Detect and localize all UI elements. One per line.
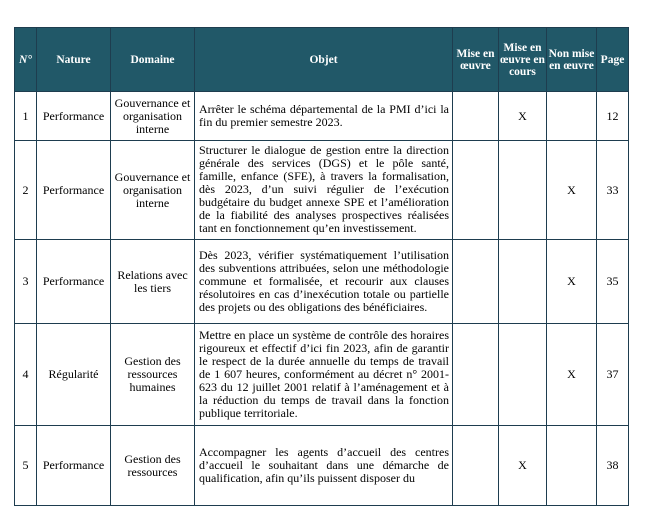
row-page: 38 — [597, 426, 629, 506]
row-mise-en-oeuvre — [453, 240, 499, 324]
row-non-mise: X — [547, 141, 597, 240]
row-en-cours — [499, 240, 547, 324]
row-non-mise: X — [547, 240, 597, 324]
header-page: Page — [597, 28, 629, 92]
row-number: 4 — [15, 324, 37, 426]
row-objet: Structurer le dialogue de gestion entre la direction générale des services (DGS) et le pôle santé, famille, enfance (SFE), à travers la formalisation, dès 2023, d’un suivi régulier de l’exécution budgétaire du budget annexe SPE et l’amélioration de la fiabilité des analyses prospectives réalisées tant en fonctionnement qu’en investissement. — [195, 141, 453, 240]
table-row — [15, 141, 629, 240]
row-en-cours: X — [499, 92, 547, 141]
row-mise-en-oeuvre — [453, 141, 499, 240]
header-row — [15, 28, 629, 92]
row-domaine: Gouvernance et organisation interne — [111, 141, 195, 240]
table-row — [15, 426, 629, 506]
row-domaine: Gouvernance et organisation interne — [111, 92, 195, 141]
row-number: 5 — [15, 426, 37, 506]
row-domaine: Relations avec les tiers — [111, 240, 195, 324]
header-nature: Nature — [37, 28, 111, 92]
row-mise-en-oeuvre — [453, 92, 499, 141]
header-mise-en-oeuvre: Mise en œuvre — [453, 28, 499, 92]
row-nature: Régularité — [37, 324, 111, 426]
row-non-mise — [547, 92, 597, 141]
row-en-cours — [499, 324, 547, 426]
row-nature: Performance — [37, 92, 111, 141]
row-nature: Performance — [37, 426, 111, 506]
row-non-mise: X — [547, 324, 597, 426]
recommendations-table — [14, 27, 629, 506]
row-domaine: Gestion des ressources humaines — [111, 324, 195, 426]
row-mise-en-oeuvre — [453, 426, 499, 506]
row-objet: Dès 2023, vérifier systématiquement l’utilisation des subventions attribuées, selon une méthodologie commune et formalisée, et recourir aux clauses résolutoires en cas d’inexécution totale ou partielle des projets ou des obligations des bénéficiaires. — [195, 240, 453, 324]
row-nature: Performance — [37, 240, 111, 324]
header-mise-en-oeuvre-en-cours: Mise en œuvre en cours — [499, 28, 547, 92]
row-number: 2 — [15, 141, 37, 240]
table-row — [15, 324, 629, 426]
row-domaine: Gestion des ressources — [111, 426, 195, 506]
row-page: 12 — [597, 92, 629, 141]
row-en-cours — [499, 141, 547, 240]
row-objet: Accompagner les agents d’accueil des centres d’accueil le souhaitant dans une démarche de qualification, afin qu’ils puissent disposer du — [195, 426, 453, 506]
row-non-mise — [547, 426, 597, 506]
header-no: N° — [15, 28, 37, 92]
table-row — [15, 92, 629, 141]
table-row — [15, 240, 629, 324]
header-non-mise-en-oeuvre: Non mise en œuvre — [547, 28, 597, 92]
row-number: 3 — [15, 240, 37, 324]
row-number: 1 — [15, 92, 37, 141]
row-objet: Mettre en place un système de contrôle des horaires rigoureux et effectif d’ici fin 2023, afin de garantir le respect de la durée annuelle du temps de travail de 1 607 heures, conformément au décret n° 2001-623 du 12 juillet 2001 relatif à l’aménagement et à la réduction du temps de travail dans la fonction publique territoriale. — [195, 324, 453, 426]
row-mise-en-oeuvre — [453, 324, 499, 426]
row-page: 33 — [597, 141, 629, 240]
row-nature: Performance — [37, 141, 111, 240]
row-en-cours: X — [499, 426, 547, 506]
header-domaine: Domaine — [111, 28, 195, 92]
row-page: 37 — [597, 324, 629, 426]
header-objet: Objet — [195, 28, 453, 92]
row-objet: Arrêter le schéma départemental de la PMI d’ici la fin du premier semestre 2023. — [195, 92, 453, 141]
row-page: 35 — [597, 240, 629, 324]
